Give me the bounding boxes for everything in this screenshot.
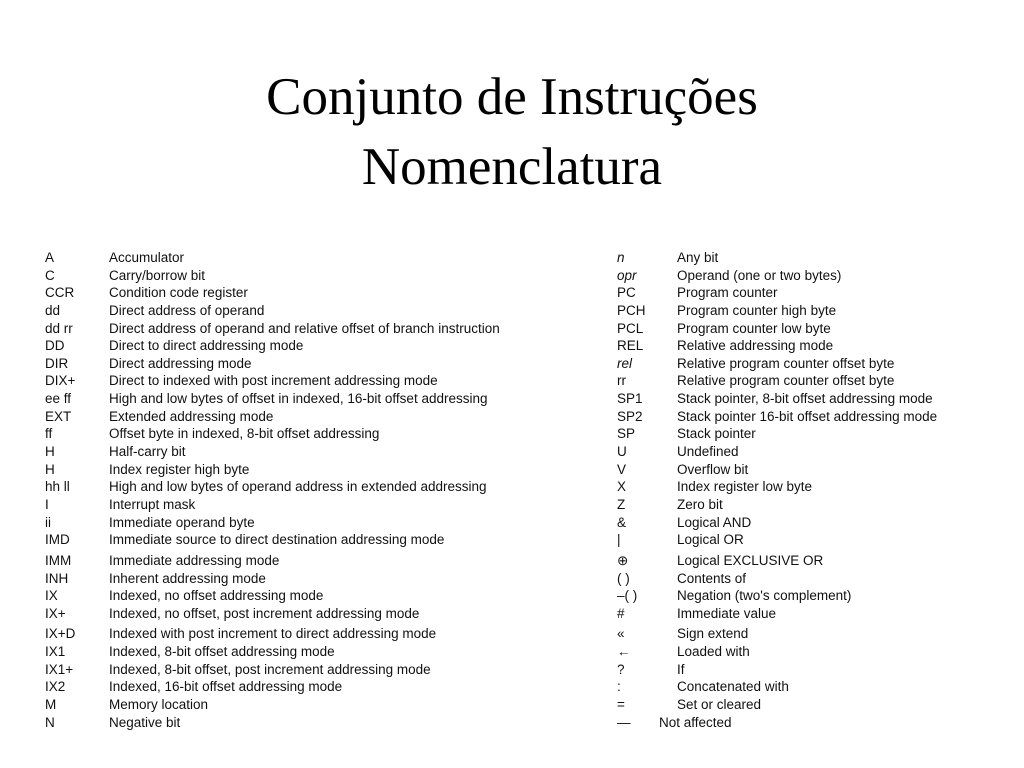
description: Immediate value: [677, 605, 777, 621]
table-row: [617, 531, 997, 549]
description: Overflow bit: [677, 461, 749, 477]
description: Memory location: [109, 697, 209, 713]
table-row: [617, 605, 997, 623]
table-row: [45, 408, 585, 426]
description: Accumulator: [109, 250, 185, 265]
abbreviation: PCH: [617, 302, 646, 318]
abbreviation: dd: [45, 302, 61, 318]
abbreviation: SP1: [617, 391, 643, 407]
table-row: [45, 514, 585, 532]
table-row: [45, 661, 585, 679]
description: Inherent addressing mode: [109, 570, 266, 586]
abbreviation: «: [617, 626, 625, 642]
abbreviation: CCR: [45, 285, 75, 301]
abbreviation: N: [45, 714, 55, 730]
table-row: [617, 443, 997, 461]
abbreviation: rel: [617, 355, 633, 371]
abbreviation: I: [45, 496, 49, 512]
abbreviation: –( ): [617, 588, 638, 604]
abbreviation: DIX+: [45, 373, 76, 389]
table-row: [617, 249, 997, 267]
table-row: [617, 661, 997, 679]
table-row: [45, 625, 585, 643]
abbreviation: #: [617, 605, 625, 621]
description: Program counter: [677, 285, 778, 301]
description: Direct address of operand and relative offset of branch instruction: [109, 320, 500, 336]
table-row: [617, 625, 997, 643]
description: Half-carry bit: [109, 444, 186, 460]
abbreviation: ff: [45, 426, 53, 442]
abbreviation: IMD: [45, 532, 70, 548]
abbreviation: H: [45, 461, 55, 477]
left-arrow-symbol: ←: [617, 644, 631, 660]
description: Interrupt mask: [109, 496, 196, 512]
table-row: [617, 587, 997, 605]
table-row: [45, 337, 585, 355]
description: Indexed, no offset, post increment addressing mode: [109, 605, 420, 621]
table-row: [617, 337, 997, 355]
abbreviation: X: [617, 479, 627, 495]
abbreviation: IX: [45, 588, 58, 604]
description: Logical OR: [677, 532, 744, 548]
abbreviation: &: [617, 514, 627, 530]
abbreviation: |: [617, 532, 621, 548]
table-row: [45, 284, 585, 302]
description: Condition code register: [109, 285, 248, 301]
abbreviation: A: [45, 250, 55, 265]
description: Stack pointer, 8-bit offset addressing mode: [677, 391, 933, 407]
abbreviation: H: [45, 444, 55, 460]
description: Set or cleared: [677, 697, 762, 713]
nomenclature-table-left: [45, 249, 585, 731]
abbreviation: V: [617, 461, 627, 477]
abbreviation: IMM: [45, 552, 72, 568]
abbreviation: hh ll: [45, 479, 70, 495]
abbreviation: IX2: [45, 679, 66, 695]
table-row: [45, 372, 585, 390]
abbreviation: SP2: [617, 408, 643, 424]
table-row: [617, 425, 997, 443]
abbreviation: —: [617, 714, 631, 730]
description: Direct address of operand: [109, 302, 265, 318]
table-row: [45, 696, 585, 714]
abbreviation: Z: [617, 496, 626, 512]
abbreviation: IX1+: [45, 661, 74, 677]
abbreviation: PC: [617, 285, 636, 301]
abbreviation: PCL: [617, 320, 644, 336]
description: Immediate source to direct destination addressing mode: [109, 532, 445, 548]
abbreviation: rr: [617, 373, 626, 389]
description: Zero bit: [677, 496, 723, 512]
abbreviation: C: [45, 267, 55, 283]
description: Negation (two's complement): [677, 588, 852, 604]
xor-symbol: ⊕: [617, 552, 629, 568]
table-row: [45, 249, 585, 267]
table-row: [617, 678, 997, 696]
description: Index register high byte: [109, 461, 250, 477]
table-row: [617, 478, 997, 496]
description: Offset byte in indexed, 8-bit offset addressing: [109, 426, 380, 442]
table-row: [45, 678, 585, 696]
description: Contents of: [677, 570, 747, 586]
description: Extended addressing mode: [109, 408, 274, 424]
abbreviation: ee ff: [45, 391, 72, 407]
abbreviation: INH: [45, 570, 69, 586]
abbreviation: M: [45, 697, 57, 713]
description: Program counter high byte: [677, 302, 837, 318]
table-row: [617, 284, 997, 302]
table-row: [617, 696, 997, 714]
nomenclature-table-right: [617, 249, 997, 731]
abbreviation: ?: [617, 661, 625, 677]
table-row: [617, 643, 997, 661]
table-row: [617, 390, 997, 408]
slide-title-line-1: Conjunto de Instruções: [266, 68, 758, 126]
description: Any bit: [677, 250, 719, 265]
abbreviation: opr: [617, 267, 637, 283]
table-row: [617, 320, 997, 338]
abbreviation: IX+D: [45, 626, 76, 642]
slide-title-line-2: Nomenclatura: [361, 138, 663, 196]
table-row: [45, 605, 585, 623]
abbreviation: :: [617, 679, 621, 695]
abbreviation: IX+: [45, 605, 66, 621]
description: Indexed with post increment to direct addressing mode: [109, 626, 437, 642]
description: Direct to direct addressing mode: [109, 338, 304, 354]
table-row: [45, 390, 585, 408]
description: If: [677, 661, 685, 677]
description: Carry/borrow bit: [109, 267, 206, 283]
description: Direct addressing mode: [109, 355, 252, 371]
description: High and low bytes of offset in indexed, 16-bit offset addressing: [109, 391, 488, 407]
table-row: [45, 302, 585, 320]
table-row: [617, 372, 997, 390]
table-row: [617, 461, 997, 479]
table-row: [617, 514, 997, 532]
description: High and low bytes of operand address in extended addressing: [109, 479, 487, 495]
description: Logical EXCLUSIVE OR: [677, 552, 824, 568]
table-row: [617, 408, 997, 426]
abbreviation: ( ): [617, 570, 630, 586]
table-row: [45, 355, 585, 373]
description: Indexed, no offset addressing mode: [109, 588, 324, 604]
description: Concatenated with: [677, 679, 789, 695]
description: Program counter low byte: [677, 320, 831, 336]
table-row: [45, 320, 585, 338]
table-row: [617, 570, 997, 588]
description: Negative bit: [109, 714, 181, 730]
table-row: [45, 570, 585, 588]
table-row: [45, 552, 585, 570]
abbreviation: EXT: [45, 408, 72, 424]
abbreviation: REL: [617, 338, 644, 354]
table-row: [45, 531, 585, 549]
table-row: [617, 355, 997, 373]
description: Relative program counter offset byte: [677, 355, 895, 371]
abbreviation: DIR: [45, 355, 69, 371]
abbreviation: IX1: [45, 644, 66, 660]
description: Undefined: [677, 444, 739, 460]
table-row: [45, 461, 585, 479]
description: Sign extend: [677, 626, 749, 642]
table-row: [45, 714, 585, 732]
abbreviation: U: [617, 444, 627, 460]
description: Stack pointer 16-bit offset addressing mode: [677, 408, 938, 424]
description: Direct to indexed with post increment addressing mode: [109, 373, 438, 389]
abbreviation: n: [617, 250, 625, 265]
table-row: [45, 443, 585, 461]
description: Loaded with: [677, 644, 750, 660]
abbreviation: SP: [617, 426, 636, 442]
abbreviation: DD: [45, 338, 65, 354]
description: Operand (one or two bytes): [677, 267, 842, 283]
description: Indexed, 16-bit offset addressing mode: [109, 679, 343, 695]
description: Not affected: [659, 714, 732, 730]
description: Indexed, 8-bit offset, post increment addressing mode: [109, 661, 431, 677]
slide-title: [0, 62, 1024, 202]
description: Immediate addressing mode: [109, 552, 280, 568]
table-row: [617, 714, 997, 732]
abbreviation: =: [617, 697, 625, 713]
table-row: [45, 267, 585, 285]
table-row: [45, 587, 585, 605]
abbreviation: dd rr: [45, 320, 73, 336]
description: Relative program counter offset byte: [677, 373, 895, 389]
table-row: [45, 496, 585, 514]
table-row: [617, 267, 997, 285]
abbreviation: ii: [45, 514, 51, 530]
table-row: [617, 552, 997, 570]
description: Indexed, 8-bit offset addressing mode: [109, 644, 335, 660]
description: Immediate operand byte: [109, 514, 255, 530]
description: Index register low byte: [677, 479, 813, 495]
table-row: [617, 302, 997, 320]
description: Logical AND: [677, 514, 752, 530]
description: Relative addressing mode: [677, 338, 834, 354]
table-row: [617, 496, 997, 514]
table-row: [45, 643, 585, 661]
table-row: [45, 425, 585, 443]
description: Stack pointer: [677, 426, 756, 442]
table-row: [45, 478, 585, 496]
